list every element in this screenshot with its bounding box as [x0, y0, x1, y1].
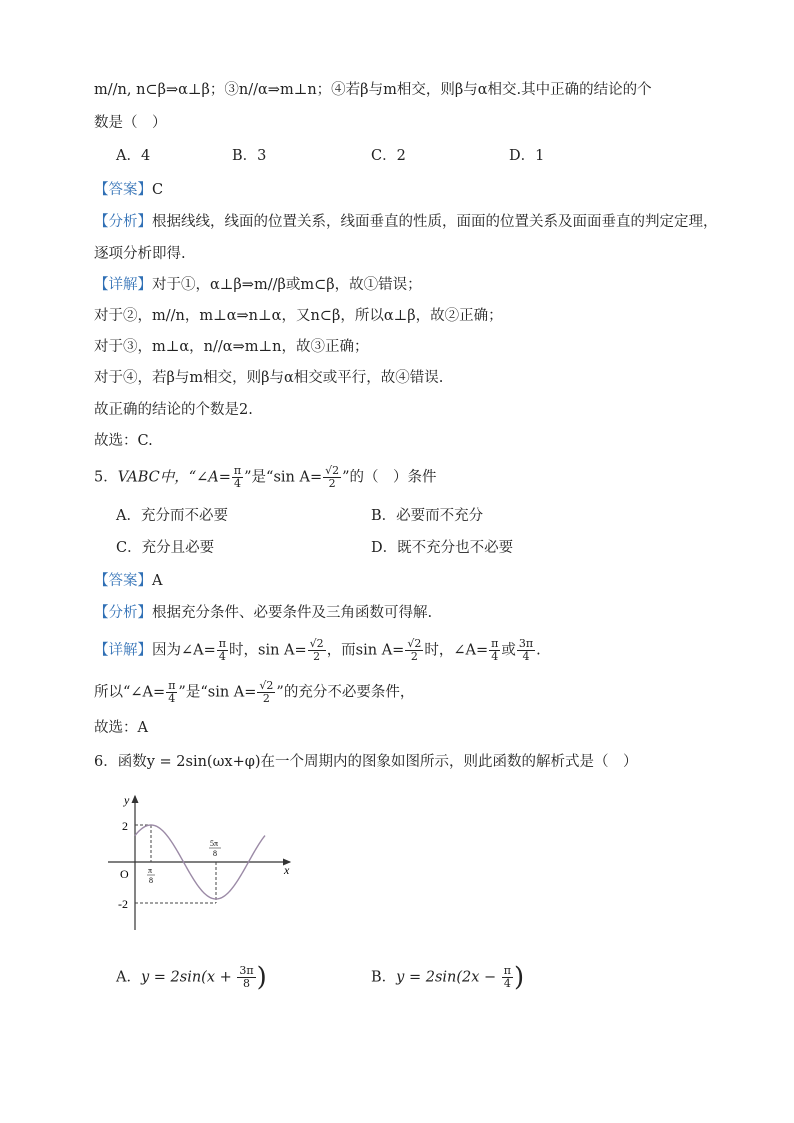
frac-pi-over-4: $\frac{\pi}{4}$ — [218, 637, 227, 663]
x-tick-1-den: 8 — [149, 876, 153, 885]
frac-pi-over-4: $\frac{\pi}{4}$ — [503, 964, 512, 990]
q5-detail-text-a: 因为∠A= — [152, 642, 216, 659]
close-paren: ) — [256, 962, 267, 993]
q5-number: 5． — [94, 469, 118, 486]
frac-3pi-over-8: $\frac{3\pi}{8}$ — [239, 964, 254, 990]
x-tick-2-num: 5π — [210, 839, 219, 848]
q4-analysis-text-1: 根据线线，线面的位置关系，线面垂直的性质，面面的位置关系及面面垂直的判定定理， — [152, 214, 718, 230]
frac-sqrt2-over-2: $\frac{√2}{2}$ — [309, 637, 324, 663]
answer-tag: 【答案】 — [94, 182, 152, 198]
frac-pi-over-4: $\frac{\pi}{4}$ — [491, 637, 499, 663]
q5-analysis-line — [94, 603, 432, 623]
q4-question-line: 数是（ ） — [94, 115, 167, 131]
q5-detail-text-b: 时，sin A= — [229, 642, 307, 659]
q4-choose-line: 故选：C. — [94, 433, 153, 449]
q4-detail-line-5: 故正确的结论的个数是2. — [94, 402, 253, 418]
q4-option-d: D．1 — [509, 148, 545, 164]
q4-analysis-line-2: 逐项分析即得. — [94, 246, 186, 262]
origin-label: O — [120, 867, 129, 881]
q6-sine-graph — [100, 790, 300, 940]
q5-stem-text-3: ”的（ ）条件 — [342, 469, 437, 486]
q6-option-a — [116, 962, 267, 993]
frac-3pi-over-4: $\frac{3\pi}{4}$ — [518, 637, 534, 663]
q5-detail-text-d: 时，∠A= — [424, 642, 489, 659]
q4-detail-line-3: 对于③，m⊥α，n//α⇒m⊥n，故③正确； — [94, 339, 369, 355]
q5-stem-text-2: ”是“sin A= — [244, 469, 323, 486]
q5-detail-text-e: 或 — [501, 642, 516, 659]
q6-option-b-expr: y = 2sin(2x − — [396, 969, 501, 986]
q5-option-c: C．充分且必要 — [116, 540, 215, 556]
q5-detail-text-c: ，而sin A= — [326, 642, 405, 659]
q5-so-text-c: ”的充分不必要条件， — [276, 684, 415, 701]
answer-tag: 【答案】 — [94, 573, 152, 589]
x-tick-1-num: π — [148, 866, 153, 875]
q6-option-b-prefix: B． — [371, 969, 397, 986]
detail-tag: 【详解】 — [94, 277, 152, 293]
q5-so-text-b: ”是“sin A= — [178, 684, 257, 701]
q6-stem: 6．函数y = 2sin(ωx+φ)在一个周期内的图象如图所示，则此函数的解析式是（ ） — [94, 754, 638, 770]
q4-detail-line-1 — [94, 275, 422, 295]
q6-option-b — [371, 962, 525, 993]
y-min-label: -2 — [118, 897, 128, 911]
q5-option-d: D．既不充分也不必要 — [371, 540, 514, 556]
analysis-tag: 【分析】 — [94, 605, 152, 621]
x-axis-label: x — [284, 863, 290, 877]
q6-option-a-prefix: A． — [116, 969, 141, 986]
q5-detail-line — [94, 638, 541, 663]
frac-sqrt2-over-2: $\frac{√2}{2}$ — [325, 464, 340, 490]
q4-statement-line: m//n, n⊂β⇒α⊥β；③n//α⇒m⊥n；④若β与m相交，则β与α相交.其中正确的结论的个 — [94, 82, 652, 98]
q4-answer: C — [152, 182, 164, 198]
q5-detail-text-f: . — [536, 642, 541, 659]
detail-tag: 【详解】 — [94, 642, 152, 659]
frac-sqrt2-over-2: $\frac{√2}{2}$ — [259, 679, 274, 705]
q4-answer-line — [94, 180, 163, 200]
q5-choose-line: 故选：A — [94, 720, 148, 736]
analysis-tag: 【分析】 — [94, 214, 152, 230]
q5-option-b: B．必要而不充分 — [371, 508, 484, 524]
y-axis-label: y — [124, 793, 130, 807]
q4-detail-text-1: 对于①，α⊥β⇒m//β或m⊂β，故①错误； — [152, 277, 422, 293]
q5-stem-text-1: VABC中，“∠A= — [117, 469, 231, 486]
x-tick-2-den: 8 — [213, 849, 217, 858]
q5-conclusion-line — [94, 680, 414, 705]
q6-option-a-expr: y = 2sin(x + — [140, 969, 237, 986]
q5-answer: A — [152, 573, 163, 589]
frac-sqrt2-over-2: $\frac{√2}{2}$ — [407, 637, 422, 663]
y-max-label: 2 — [122, 819, 128, 833]
q4-analysis-line-1 — [94, 212, 718, 232]
close-paren: ) — [514, 962, 525, 993]
q4-option-c: C．2 — [371, 148, 406, 164]
q4-detail-line-4: 对于④，若β与m相交，则β与α相交或平行，故④错误. — [94, 370, 444, 386]
frac-pi-over-4: $\frac{\pi}{4}$ — [168, 679, 176, 705]
q4-detail-line-2: 对于②，m//n，m⊥α⇒n⊥α，又n⊂β，所以α⊥β，故②正确； — [94, 308, 503, 324]
q5-so-text-a: 所以“∠A= — [94, 684, 166, 701]
q4-option-a: A．4 — [116, 148, 151, 164]
q4-option-b: B．3 — [232, 148, 267, 164]
q5-analysis-text: 根据充分条件、必要条件及三角函数可得解. — [152, 605, 433, 621]
q5-option-a: A．充分而不必要 — [116, 508, 228, 524]
q5-stem — [94, 465, 437, 490]
frac-pi-over-4: $\frac{\pi}{4}$ — [233, 464, 242, 490]
q5-answer-line — [94, 571, 162, 591]
